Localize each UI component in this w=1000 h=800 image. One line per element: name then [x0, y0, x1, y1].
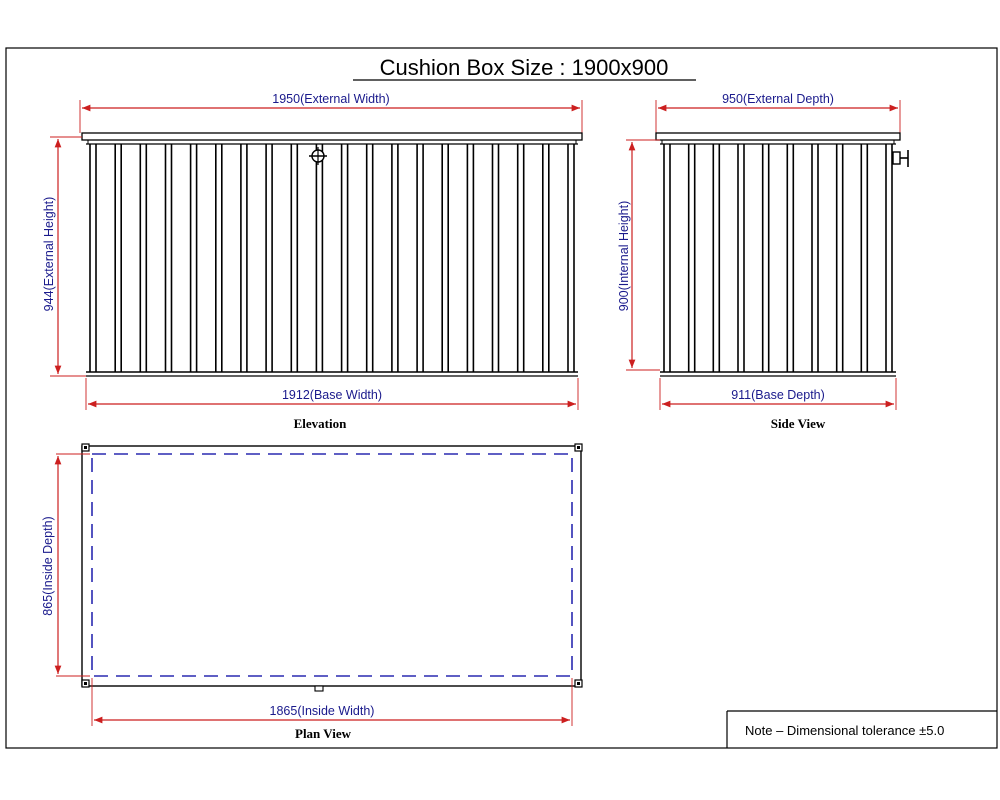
side-view [617, 92, 908, 431]
side-lid [656, 133, 900, 140]
external-height-label: 944(External Height) [42, 196, 56, 312]
plan-lock-icon [315, 686, 323, 691]
elevation-slats [90, 144, 574, 372]
plan-view [41, 444, 582, 741]
side-view-label: Side View [770, 416, 826, 431]
handle-icon [893, 150, 908, 167]
internal-height-label: 900(Internal Height) [617, 200, 631, 312]
external-depth-label: 950(External Depth) [722, 92, 834, 106]
base-depth-label: 911(Base Depth) [731, 388, 825, 402]
side-slats [664, 144, 892, 372]
plan-inside-dashed-outline [92, 454, 572, 676]
inside-width-label: 1865(Inside Width) [269, 704, 375, 718]
inside-depth-label: 865(Inside Depth) [41, 516, 55, 616]
elevation-view-label: Elevation [293, 416, 347, 431]
external-width-label: 1950(External Width) [272, 92, 390, 106]
elevation-lid [82, 133, 582, 140]
elevation-view [42, 92, 582, 431]
base-width-label: 1912(Base Width) [281, 388, 383, 402]
plan-outline [82, 446, 581, 686]
lock-icon [309, 147, 327, 165]
sheet-title: Cushion Box Size : 1900x900 [379, 55, 669, 80]
plan-view-label: Plan View [295, 726, 351, 741]
note-box [727, 711, 997, 748]
tolerance-note: Note – Dimensional tolerance ±5.0 [745, 723, 945, 738]
sheet-border [6, 48, 997, 748]
